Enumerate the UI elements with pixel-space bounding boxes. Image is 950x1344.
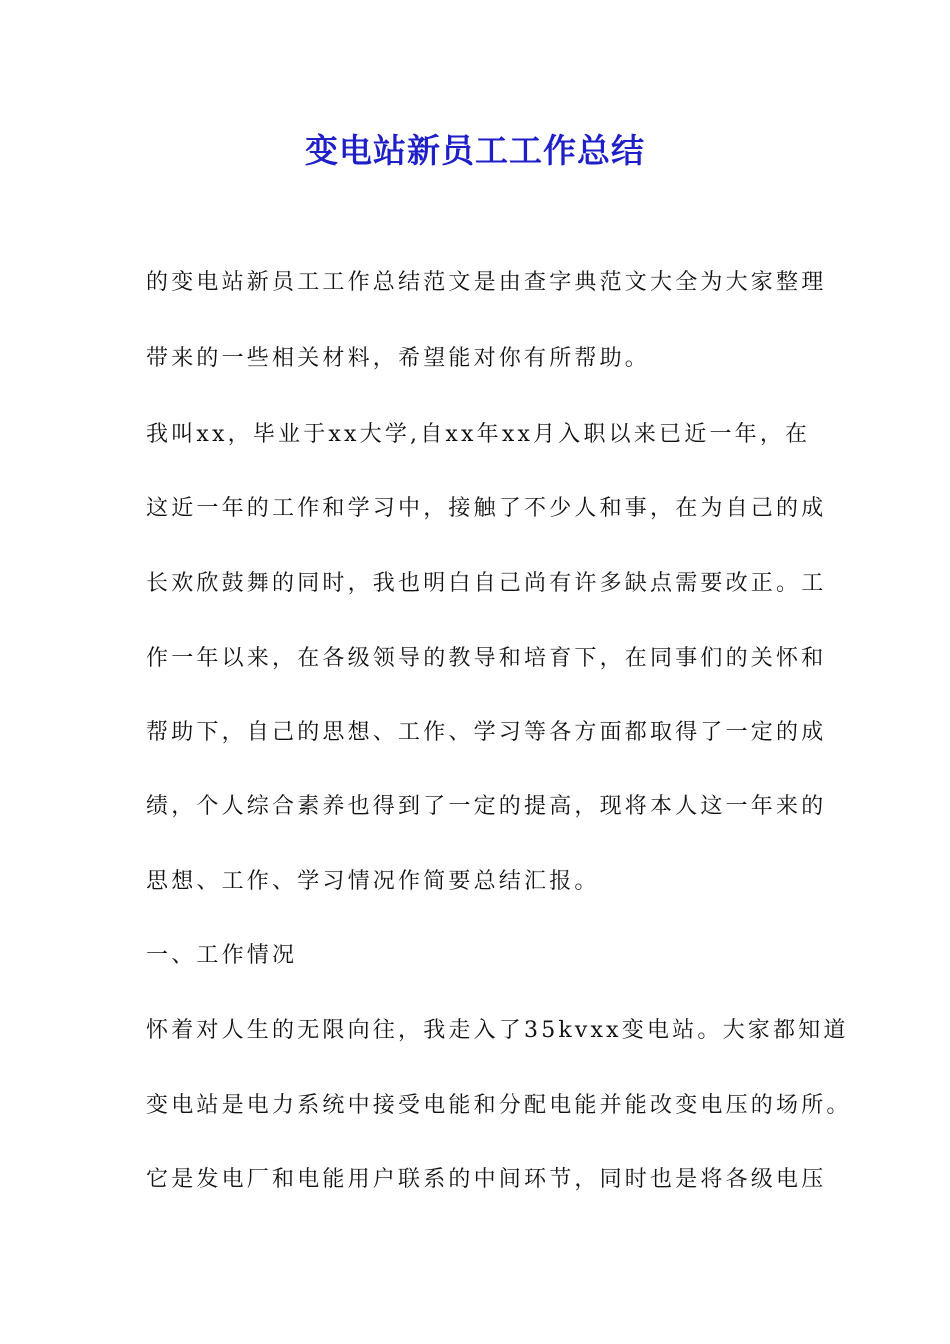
paragraph-line: 带来的一些相关材料，希望能对你有所帮助。 (146, 346, 651, 371)
section-heading: 一、工作情况 (146, 943, 298, 968)
paragraph-line: 长欢欣鼓舞的同时，我也明白自己尚有许多缺点需要改正。工 (146, 571, 827, 596)
paragraph-line: 作一年以来，在各级领导的教导和培育下，在同事们的关怀和 (146, 646, 827, 671)
paragraph-line: 我叫xx，毕业于xx大学,自xx年xx月入职以来已近一年，在 (146, 422, 811, 447)
paragraph-line: 思想、工作、学习情况作简要总结汇报。 (146, 869, 600, 894)
paragraph-line: 变电站是电力系统中接受电能和分配电能并能改变电压的场所。 (146, 1093, 852, 1118)
document-title: 变电站新员工工作总结 (305, 131, 645, 170)
paragraph-line: 帮助下，自己的思想、工作、学习等各方面都取得了一定的成 (146, 720, 827, 745)
paragraph-line: 它是发电厂和电能用户联系的中间环节，同时也是将各级电压 (146, 1167, 827, 1192)
paragraph-line: 的变电站新员工工作总结范文是由查字典范文大全为大家整理 (146, 270, 827, 295)
paragraph-line: 怀着对人生的无限向往，我走入了35kvxx变电站。大家都知道 (146, 1018, 849, 1043)
paragraph-line: 绩，个人综合素养也得到了一定的提高，现将本人这一年来的 (146, 794, 827, 819)
paragraph-line: 这近一年的工作和学习中，接触了不少人和事，在为自己的成 (146, 496, 827, 521)
